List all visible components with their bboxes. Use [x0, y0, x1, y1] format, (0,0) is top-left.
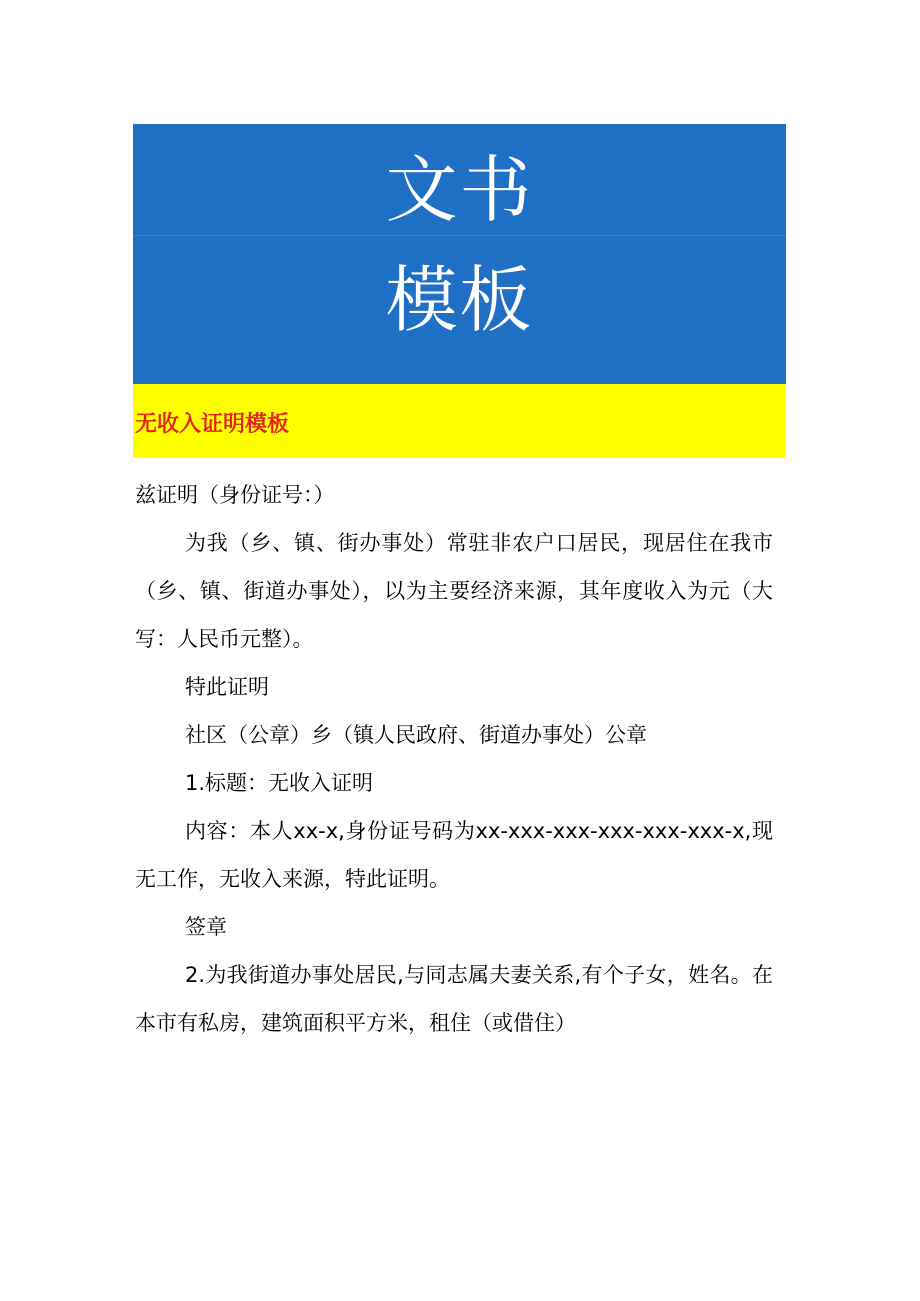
paragraph-example-1-title: 1.标题：无收入证明: [185, 771, 374, 795]
banner-title-line-1: 文书: [385, 148, 534, 232]
document-body: [135, 471, 773, 1047]
paragraph-residence: 为我（乡、镇、街办事处）常驻非农户口居民，现居住在我市（乡、镇、街道办事处），以为主要经济来源，其年度收入为元（大写：人民币元整）。: [135, 531, 773, 651]
title-banner: [133, 124, 786, 384]
document-subtitle: 无收入证明模板: [135, 412, 290, 437]
paragraph-example-2: 2.为我街道办事处居民,与同志属夫妻关系,有个子女，姓名。在本市有私房，建筑面积平方米，租住（或借住）: [135, 963, 773, 1035]
paragraph-certify: 兹证明（身份证号：）: [135, 483, 335, 507]
paragraph-signature: 签章: [185, 915, 227, 939]
paragraph-hereby-certify: 特此证明: [185, 675, 269, 699]
subtitle-bar: [133, 384, 786, 458]
banner-divider: [133, 235, 786, 236]
banner-title-line-2: 模板: [385, 258, 534, 342]
paragraph-official-seal: 社区（公章）乡（镇人民政府、街道办事处）公章: [185, 723, 647, 747]
paragraph-example-1-content: 内容：本人xx-x,身份证号码为xx-xxx-xxx-xxx-xxx-xxx-x,现无工作，无收入来源，特此证明。: [135, 819, 773, 891]
